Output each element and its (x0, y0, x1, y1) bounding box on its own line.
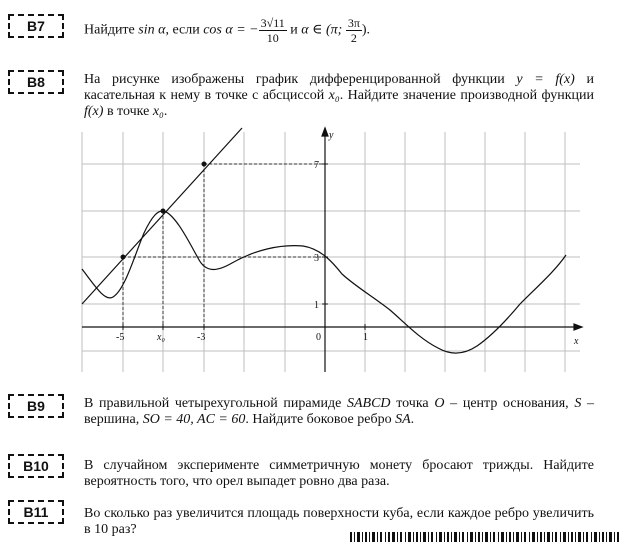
problem-label-b9: B9 (8, 394, 64, 418)
y-tick-label-3: 3 (314, 253, 319, 264)
x-tick-label-x0: x₀ (157, 332, 165, 343)
x-tick-label-minus3: -3 (197, 332, 206, 343)
problem-text-b8: На рисунке изображены график дифференцированной функции y = f(x) и касательная к нему в точке с абсциссой x₀. Найдите значение производной функции f(x) в точке x₀. (84, 72, 595, 119)
barcode (350, 532, 620, 542)
point-x0 (161, 209, 166, 214)
y-axis-label: y (329, 130, 334, 141)
x-tick-label-1: 1 (363, 332, 368, 343)
point-x-minus3 (202, 162, 207, 167)
x-axis-label: x (574, 336, 579, 347)
x-tick-label-minus5: -5 (116, 332, 125, 343)
problem-label-b11: B11 (8, 500, 64, 524)
origin-label: 0 (316, 332, 321, 343)
function-curve (82, 211, 566, 353)
tangent-line (82, 128, 242, 304)
function-graph (80, 126, 590, 376)
point-x-minus5 (121, 255, 126, 260)
problem-text-b11: Во сколько раз увеличится площадь поверхности куба, если каждое ребро увеличить в 10 раз? (84, 506, 594, 537)
problem-label-b8: B8 (8, 70, 64, 94)
problem-label-b7: B7 (8, 14, 64, 38)
problem-label-b10: B10 (8, 454, 64, 478)
problem-text-b10: В случайном эксперименте симметричную монету бросают трижды. Найдите вероятность того, что орел выпадет ровно два раза. (84, 458, 594, 489)
problem-text-b7: Найдите sin α, если cos α = − $\frac{3√11}{10}$ и α ∈ (π; $\frac{3\pi}{2}$ ). (84, 16, 371, 45)
y-tick-label-7: 7 (314, 160, 319, 171)
y-tick-label-1: 1 (314, 300, 319, 311)
problem-text-b9: В правильной четырехугольной пирамиде SABCD точка O – центр основания, S – вершина, SO = 40, AC = 60. Найдите боковое ребро SA. (84, 396, 595, 427)
